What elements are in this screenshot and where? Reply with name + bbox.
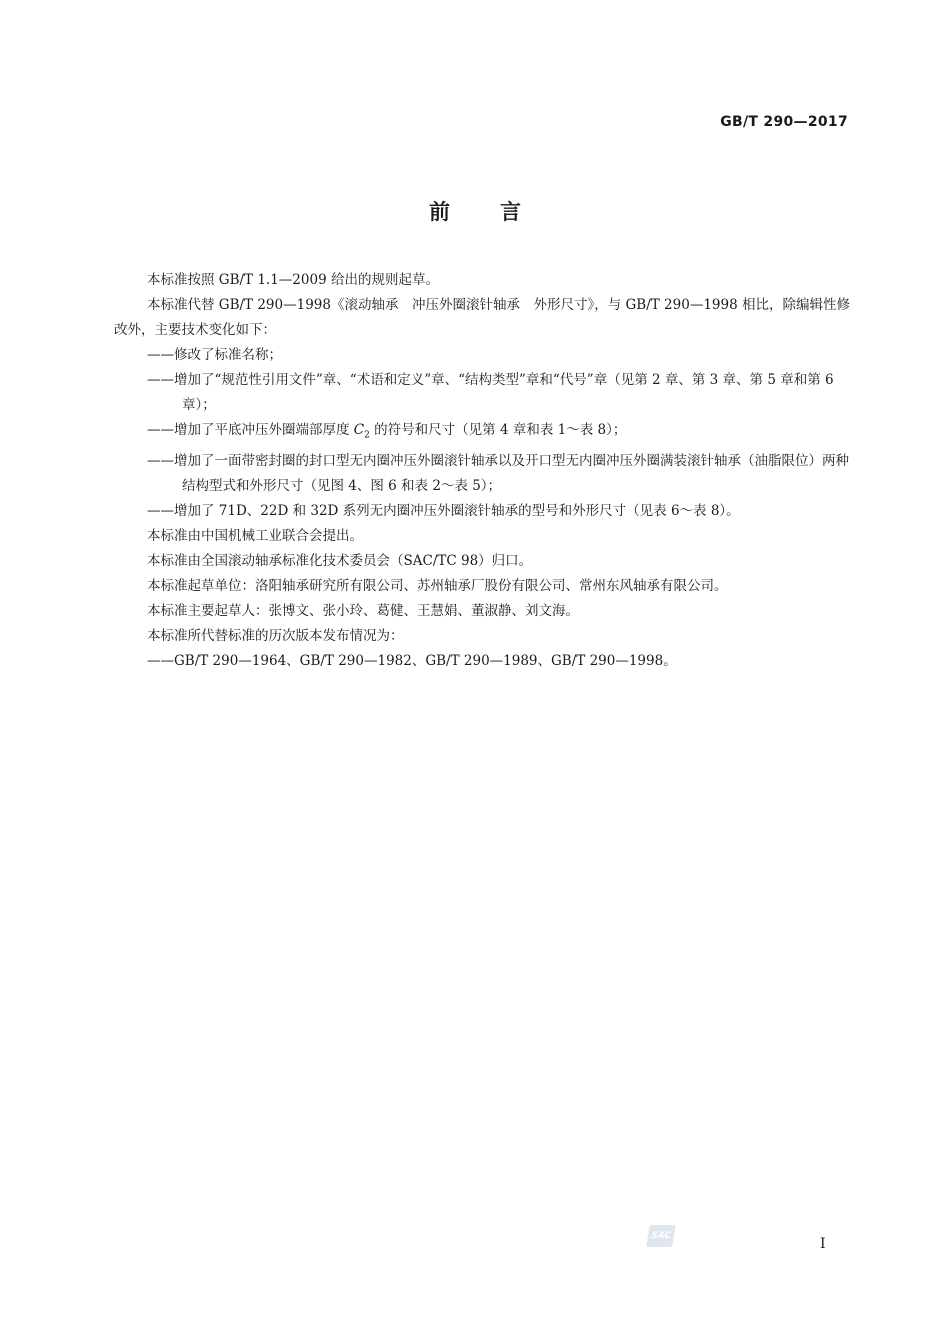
change-item-name: ——修改了标准名称；: [147, 347, 282, 363]
change-item-thickness-post: 的符号和尺寸（见第 4 章和表 1～表 8）；: [369, 422, 627, 438]
change-item-structures: ——增加了一面带密封圈的封口型无内圈冲压外圈滚针轴承以及开口型无内圈冲压外圈满装滚针轴承（油脂限位）两种结构型式和外形尺寸（见图 4、图 6 和表 2～表 5）；: [147, 452, 849, 494]
paragraph-history-intro: 本标准所代替标准的历次版本发布情况为：: [147, 627, 404, 644]
paragraph-drafting-units: 本标准起草单位：洛阳轴承研究所有限公司、苏州轴承厂股份有限公司、常州东风轴承有限公司。: [147, 577, 728, 594]
sac-logo: SAC: [646, 1225, 676, 1247]
paragraph-drafting-rules: 本标准按照 GB/T 1.1—2009 给出的规则起草。: [147, 272, 439, 288]
paragraph-drafters: 本标准主要起草人：张博文、张小玲、葛健、王慧娟、董淑静、刘文海。: [147, 602, 579, 619]
change-item-chapters: ——增加了“规范性引用文件”章、“术语和定义”章、“结构类型”章和“代号”章（见第 2 章、第 3 章、第 5 章和第 6 章）；: [147, 372, 834, 413]
page-number: I: [820, 1236, 826, 1252]
paragraph-replaces: 本标准代替 GB/T 290—1998《滚动轴承 冲压外圈滚针轴承 外形尺寸》，与 GB/T 290—1998 相比，除编辑性修改外，主要技术变化如下：: [114, 297, 850, 338]
history-list: ——GB/T 290—1964、GB/T 290—1982、GB/T 290—1989、GB/T 290—1998。: [147, 652, 677, 669]
change-item-series: ——增加了 71D、22D 和 32D 系列无内圈冲压外圈滚针轴承的型号和外形尺寸（见表 6～表 8）。: [147, 502, 740, 519]
symbol-c-subscript: 2: [364, 430, 370, 441]
change-item-thickness: [114, 418, 850, 449]
standard-code: GB/T 290—2017: [720, 114, 848, 130]
paragraph-under-jurisdiction: 本标准由全国滚动轴承标准化技术委员会（SAC/TC 98）归口。: [147, 552, 533, 569]
foreword-body: [114, 268, 850, 674]
symbol-c: C: [353, 422, 365, 438]
page-title: 前言: [429, 200, 571, 224]
paragraph-proposed-by: 本标准由中国机械工业联合会提出。: [147, 527, 363, 544]
change-item-thickness-pre: ——增加了平底冲压外圈端部厚度: [147, 422, 354, 438]
